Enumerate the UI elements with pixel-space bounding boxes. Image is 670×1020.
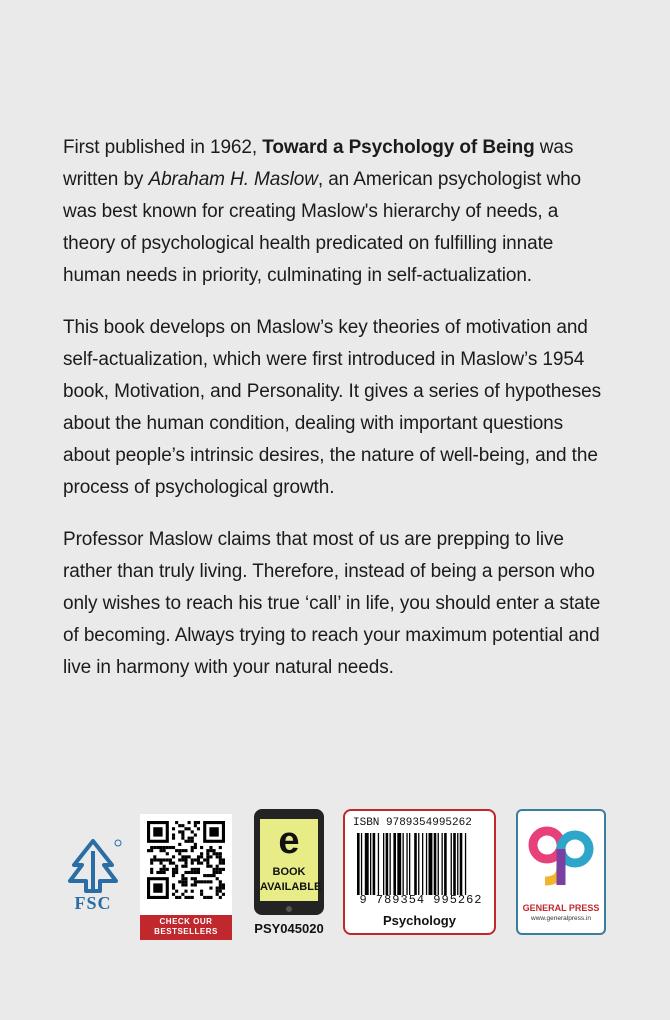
general-press-logo-icon [527,823,595,891]
banner-line: BESTSELLERS [154,927,218,936]
isbn-digits: 9 789354 995262 [359,893,483,907]
banner-line: CHECK OUR [159,917,213,926]
ebook-screen [260,819,322,901]
tablet-button-icon [286,906,292,912]
qr-code[interactable] [147,821,225,899]
paragraph-claims: Professor Maslow claims that most of us are prepping to live rather than truly living. Therefore, instead of being a person who only wishes to reach his true ‘call’ in life, you should enter a state of becoming. Always trying to reach your maximum potential and live in harmony with your natural needs. [63,529,601,678]
book-title: Toward a Psychology of Being [262,137,535,158]
isbn-label: ISBN 9789354995262 [353,817,472,829]
ebook-line: AVAILABLE [260,881,322,893]
ebook-line: BOOK [272,866,306,878]
barcode-icon [357,833,485,895]
isbn-barcode-box [343,809,496,935]
fsc-logo [62,837,128,917]
product-code: PSY045020 [254,921,324,936]
ebook-letter: e [278,820,300,862]
publisher-url[interactable]: www.generalpress.in [531,915,591,922]
intro-text: , an American psychologist who was best known for creating Maslow's hierarchy of needs, a theory of psychological health predicated on fulfilling innate human needs in priority, culminating in self-actualization. [63,169,581,286]
publisher-logo-box [516,809,606,935]
ebook-label [260,865,322,895]
badge-row [0,805,670,945]
author-name: Abraham H. Maslow [148,169,318,190]
ebook-tablet-icon [254,809,324,915]
back-cover-text [63,132,613,704]
publisher-name: GENERAL PRESS [522,903,600,913]
qr-code-card[interactable] [140,814,232,940]
bestsellers-banner [140,915,232,940]
intro-text: was written by [63,137,574,190]
paragraph-summary: This book develops on Maslow’s key theories of motivation and self-actualization, which were first introduced in Maslow’s 1954 book, Motivation, and Personality. It gives a series of hypotheses about the human condition, dealing with important questions about people’s intrinsic desires, the nature of well-being, and the process of psychological growth. [63,317,602,498]
intro-text: First published in 1962, [63,137,263,158]
fsc-label: FSC [74,893,112,913]
paragraph-intro [63,132,613,292]
category-label: Psychology [383,913,456,928]
fsc-tree-icon [62,837,124,893]
